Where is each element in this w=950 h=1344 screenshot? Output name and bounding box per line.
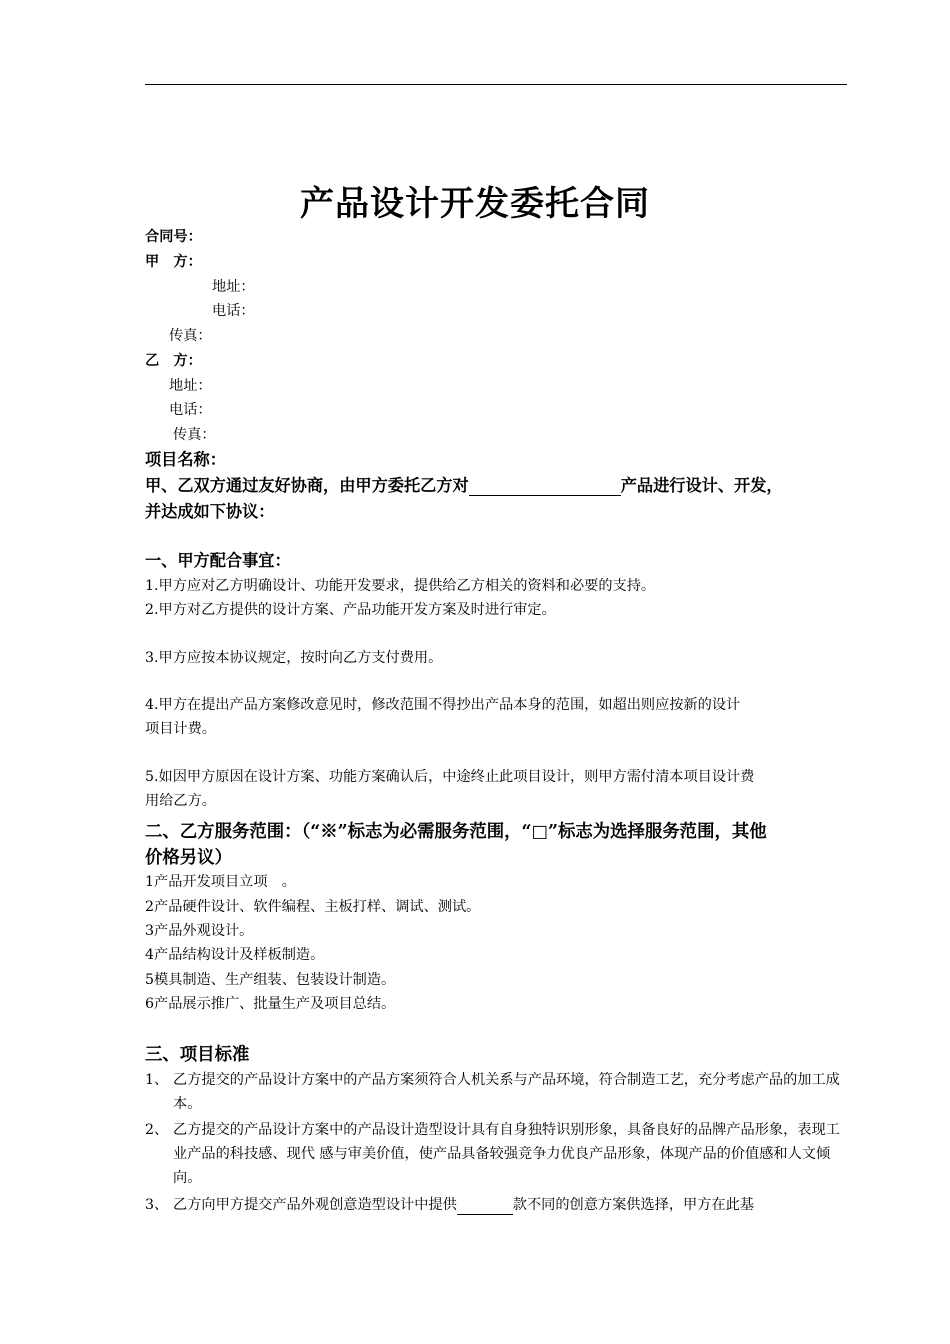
section3-item-text: 乙方提交的产品设计方案中的产品方案须符合人机关系与产品环境，符合制造工艺，充分考虑产品的加工成本。	[173, 1072, 840, 1112]
document-title: 产品设计开发委托合同	[300, 184, 650, 224]
party-a-fax-label: 传真：	[169, 328, 212, 344]
section2-item: 2产品硬件设计、软件编程、主板打样、调试、测试。	[145, 899, 481, 915]
section2-heading-line2: 价格另议）	[145, 848, 232, 868]
section1-item-continued: 项目计费。	[145, 721, 216, 737]
project-name-label: 项目名称：	[145, 450, 226, 469]
section2-item: 3产品外观设计。	[145, 923, 254, 939]
section3-item-text: 乙方提交的产品设计方案中的产品设计造型设计具有自身独特识别形象，具备良好的品牌产品形象，表现工业产品的科技感、现代 感与审美价值，使产品具备较强竞争力优良产品形象，体现产品的价值感和人文倾向。	[173, 1122, 840, 1186]
section3-heading: 三、项目标准	[145, 1045, 250, 1065]
section1-item: 2.甲方对乙方提供的设计方案、产品功能开发方案及时进行审定。	[145, 602, 556, 618]
intro-text-part1: 甲、乙双方通过友好协商，由甲方委托乙方对	[145, 476, 469, 495]
section1-item: 5.如因甲方原因在设计方案、功能方案确认后，中途终止此项目设计，则甲方需付清本项目设计费	[145, 769, 755, 785]
section3-item-number: 3、	[145, 1197, 169, 1213]
section1-item: 4.甲方在提出产品方案修改意见时，修改范围不得抄出产品本身的范围，如超出则应按新的设计	[145, 697, 741, 713]
section1-item-continued: 用给乙方。	[145, 793, 216, 809]
section3-item-number: 2、	[145, 1122, 169, 1138]
intro-line-1	[145, 476, 783, 496]
party-a-label: 甲 方：	[145, 254, 202, 270]
section3-item-text	[173, 1195, 754, 1215]
section2-item: 1产品开发项目立项 。	[145, 874, 296, 890]
section1-heading: 一、甲方配合事宜：	[145, 551, 291, 570]
contract-number-label: 合同号：	[145, 229, 202, 245]
header-rule	[145, 84, 847, 85]
section1-item: 3.甲方应按本协议规定，按时向乙方支付费用。	[145, 650, 443, 666]
section1-item: 1.甲方应对乙方明确设计、功能开发要求，提供给乙方相关的资料和必要的支持。	[145, 578, 656, 594]
section3-item3-part1: 乙方向甲方提交产品外观创意造型设计中提供	[173, 1197, 457, 1213]
section3-item3-part2: 款不同的创意方案供选择，甲方在此基	[512, 1197, 754, 1213]
intro-text-part2: 产品进行设计、开发，	[620, 476, 783, 495]
party-a-phone-label: 电话：	[212, 303, 255, 319]
section3-item-number: 1、	[145, 1072, 169, 1088]
party-b-phone-label: 电话：	[169, 402, 212, 418]
product-name-blank	[469, 479, 621, 496]
party-b-label: 乙 方：	[145, 353, 202, 369]
section2-item: 4产品结构设计及样板制造。	[145, 947, 325, 963]
party-b-fax-label: 传真：	[173, 427, 216, 443]
option-count-blank	[457, 1198, 513, 1215]
section2-item: 6产品展示推广、批量生产及项目总结。	[145, 996, 396, 1012]
intro-line-2: 并达成如下协议：	[145, 502, 275, 521]
section2-item: 5模具制造、生产组装、包装设计制造。	[145, 972, 396, 988]
party-a-address-label: 地址：	[212, 279, 255, 295]
party-b-address-label: 地址：	[169, 378, 212, 394]
section2-heading-line1: 二、乙方服务范围：（“※”标志为必需服务范围，“□”标志为选择服务范围，其他	[145, 822, 767, 842]
